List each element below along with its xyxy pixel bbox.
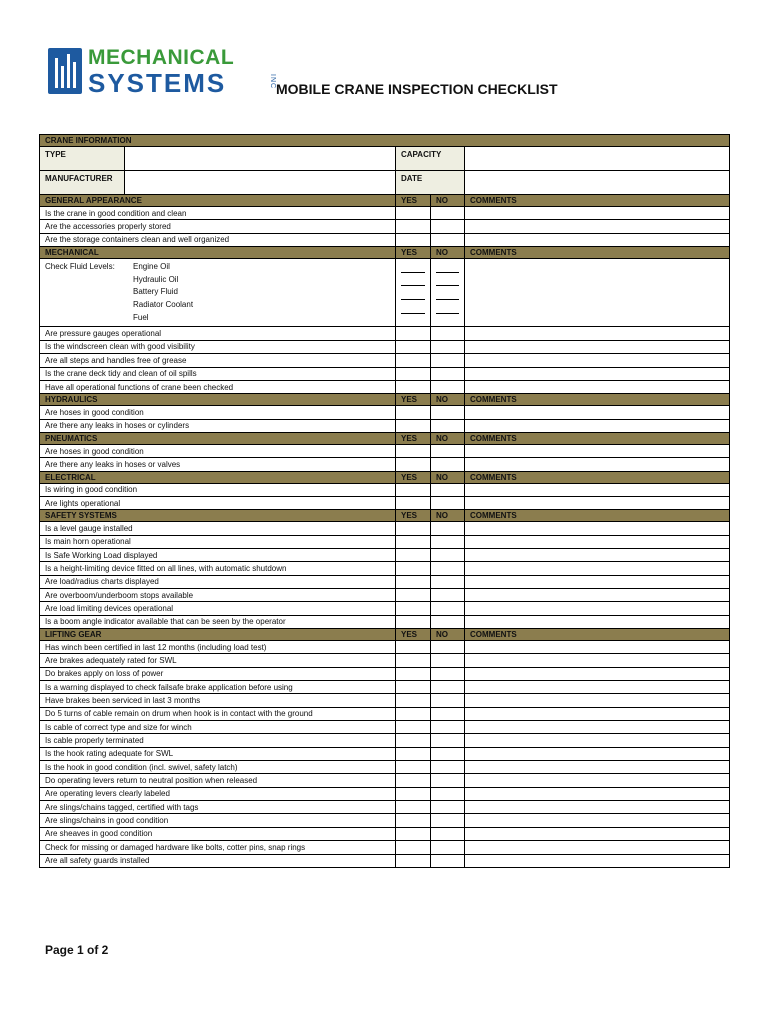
checklist-item: Is the windscreen clean with good visibility [40, 340, 396, 353]
no-checkbox-cell[interactable] [431, 496, 465, 509]
yes-checkbox-cell[interactable] [396, 233, 431, 246]
no-checkbox-cell[interactable] [431, 548, 465, 561]
no-column-header: NO [431, 195, 465, 207]
checklist-row [40, 354, 730, 367]
comments-cell[interactable] [465, 496, 730, 509]
fluid-comments-cell[interactable] [465, 259, 730, 327]
checklist-item: Have all operational functions of crane been checked [40, 380, 396, 393]
fluid-no-checkbox[interactable] [436, 314, 459, 327]
comments-cell[interactable] [465, 734, 730, 747]
no-checkbox-cell[interactable] [431, 694, 465, 707]
checklist-row [40, 522, 730, 535]
fluid-no-checkbox[interactable] [436, 259, 459, 273]
no-checkbox-cell[interactable] [431, 787, 465, 800]
fluid-yes-checkbox[interactable] [401, 273, 425, 287]
no-checkbox-cell[interactable] [431, 681, 465, 694]
fluid-no-checkbox[interactable] [436, 286, 459, 300]
no-checkbox-cell[interactable] [431, 654, 465, 667]
section-title-hydraulics: HYDRAULICS [40, 394, 396, 406]
yes-column-header: YES [396, 394, 431, 406]
section-header-electrical [40, 471, 730, 483]
fluid-item: Hydraulic Oil [133, 274, 179, 284]
yes-checkbox-cell[interactable] [396, 548, 431, 561]
no-checkbox-cell[interactable] [431, 747, 465, 760]
checklist-row [40, 327, 730, 340]
comments-cell[interactable] [465, 220, 730, 233]
checklist-row [40, 207, 730, 220]
no-checkbox-cell[interactable] [431, 707, 465, 720]
checklist-row [40, 654, 730, 667]
comments-cell[interactable] [465, 747, 730, 760]
no-checkbox-cell[interactable] [431, 814, 465, 827]
section-header-pneumatics [40, 432, 730, 444]
no-checkbox-cell[interactable] [431, 641, 465, 654]
checklist-row [40, 588, 730, 601]
checklist-item: Are pressure gauges operational [40, 327, 396, 340]
checklist-row [40, 854, 730, 867]
checklist-row [40, 761, 730, 774]
logo-mark-icon [48, 48, 82, 94]
yes-checkbox-cell[interactable] [396, 615, 431, 628]
comments-column-header: COMMENTS [465, 471, 730, 483]
no-checkbox-cell[interactable] [431, 367, 465, 380]
comments-cell[interactable] [465, 787, 730, 800]
yes-checkbox-cell[interactable] [396, 602, 431, 615]
yes-checkbox-cell[interactable] [396, 444, 431, 457]
comments-column-header: COMMENTS [465, 629, 730, 641]
fluid-yes-checkbox[interactable] [401, 259, 425, 273]
comments-cell[interactable] [465, 562, 730, 575]
manufacturer-label: MANUFACTURER [40, 171, 125, 195]
comments-cell[interactable] [465, 522, 730, 535]
checklist-item: Are slings/chains tagged, certified with tags [40, 801, 396, 814]
yes-checkbox-cell[interactable] [396, 667, 431, 680]
yes-checkbox-cell[interactable] [396, 801, 431, 814]
checklist-item: Are hoses in good condition [40, 406, 396, 419]
yes-column-header: YES [396, 471, 431, 483]
comments-cell[interactable] [465, 681, 730, 694]
checklist-row [40, 406, 730, 419]
checklist-row [40, 220, 730, 233]
yes-checkbox-cell[interactable] [396, 327, 431, 340]
capacity-field[interactable] [465, 147, 730, 171]
no-checkbox-cell[interactable] [431, 444, 465, 457]
no-checkbox-cell[interactable] [431, 667, 465, 680]
checklist-item: Have brakes been serviced in last 3 months [40, 694, 396, 707]
fluid-no-cells [431, 259, 465, 327]
capacity-label: CAPACITY [396, 147, 465, 171]
yes-column-header: YES [396, 432, 431, 444]
no-checkbox-cell[interactable] [431, 207, 465, 220]
checklist-row [40, 774, 730, 787]
comments-column-header: COMMENTS [465, 510, 730, 522]
no-checkbox-cell[interactable] [431, 406, 465, 419]
checklist-item: Are overboom/underboom stops available [40, 588, 396, 601]
comments-cell[interactable] [465, 694, 730, 707]
no-checkbox-cell[interactable] [431, 419, 465, 432]
checklist-item: Are brakes adequately rated for SWL [40, 654, 396, 667]
comments-cell[interactable] [465, 814, 730, 827]
yes-checkbox-cell[interactable] [396, 707, 431, 720]
no-checkbox-cell[interactable] [431, 761, 465, 774]
checklist-item: Is cable properly terminated [40, 734, 396, 747]
yes-checkbox-cell[interactable] [396, 694, 431, 707]
comments-column-header: COMMENTS [465, 394, 730, 406]
yes-checkbox-cell[interactable] [396, 367, 431, 380]
logo-line1: MECHANICAL [88, 46, 235, 69]
yes-checkbox-cell[interactable] [396, 562, 431, 575]
fluid-item: Engine Oil [133, 262, 170, 272]
fluid-no-checkbox[interactable] [436, 273, 459, 287]
checklist-row [40, 667, 730, 680]
yes-checkbox-cell[interactable] [396, 814, 431, 827]
fluid-yes-checkbox[interactable] [401, 300, 425, 314]
section-title-mechanical: MECHANICAL [40, 247, 396, 259]
yes-checkbox-cell[interactable] [396, 354, 431, 367]
comments-cell[interactable] [465, 667, 730, 680]
comments-cell[interactable] [465, 615, 730, 628]
manufacturer-field[interactable] [125, 171, 396, 195]
fluid-item: Radiator Coolant [133, 300, 194, 310]
comments-cell[interactable] [465, 444, 730, 457]
checklist-row [40, 615, 730, 628]
checklist-row [40, 707, 730, 720]
yes-checkbox-cell[interactable] [396, 380, 431, 393]
section-header-general [40, 195, 730, 207]
checklist-row [40, 734, 730, 747]
checklist-item: Are slings/chains in good condition [40, 814, 396, 827]
yes-checkbox-cell[interactable] [396, 654, 431, 667]
no-checkbox-cell[interactable] [431, 602, 465, 615]
fluid-levels-label: Check Fluid Levels: [45, 262, 115, 272]
comments-cell[interactable] [465, 721, 730, 734]
logo-line2: SYSTEMS [88, 68, 227, 98]
checklist-item: Is a warning displayed to check failsafe brake application before using [40, 681, 396, 694]
page-number: Page 1 of 2 [45, 943, 109, 957]
checklist-item: Are hoses in good condition [40, 444, 396, 457]
no-column-header: NO [431, 394, 465, 406]
no-checkbox-cell[interactable] [431, 340, 465, 353]
comments-cell[interactable] [465, 483, 730, 496]
yes-column-header: YES [396, 247, 431, 259]
comments-cell[interactable] [465, 641, 730, 654]
no-checkbox-cell[interactable] [431, 535, 465, 548]
section-header-mechanical [40, 247, 730, 259]
checklist-row [40, 575, 730, 588]
checklist-row [40, 827, 730, 840]
no-checkbox-cell[interactable] [431, 841, 465, 854]
no-checkbox-cell[interactable] [431, 380, 465, 393]
checklist-row [40, 380, 730, 393]
no-checkbox-cell[interactable] [431, 615, 465, 628]
fluid-item: Battery Fluid [133, 287, 178, 297]
checklist-item: Are lights operational [40, 496, 396, 509]
yes-checkbox-cell[interactable] [396, 854, 431, 867]
no-checkbox-cell[interactable] [431, 854, 465, 867]
comments-cell[interactable] [465, 354, 730, 367]
comments-cell[interactable] [465, 380, 730, 393]
comments-cell[interactable] [465, 801, 730, 814]
checklist-row [40, 548, 730, 561]
checklist-item: Are there any leaks in hoses or cylinders [40, 419, 396, 432]
checklist-item: Is a boom angle indicator available that can be seen by the operator [40, 615, 396, 628]
checklist-item: Do 5 turns of cable remain on drum when hook is in contact with the ground [40, 707, 396, 720]
fluid-no-checkbox[interactable] [436, 300, 459, 314]
no-column-header: NO [431, 629, 465, 641]
comments-cell[interactable] [465, 548, 730, 561]
comments-column-header: COMMENTS [465, 432, 730, 444]
no-checkbox-cell[interactable] [431, 483, 465, 496]
logo-inc: INC [269, 74, 276, 90]
yes-checkbox-cell[interactable] [396, 535, 431, 548]
yes-checkbox-cell[interactable] [396, 761, 431, 774]
date-label: DATE [396, 171, 465, 195]
comments-cell[interactable] [465, 841, 730, 854]
yes-column-header: YES [396, 195, 431, 207]
yes-checkbox-cell[interactable] [396, 588, 431, 601]
checklist-item: Is the hook rating adequate for SWL [40, 747, 396, 760]
document-title: MOBILE CRANE INSPECTION CHECKLIST [276, 81, 558, 97]
yes-checkbox-cell[interactable] [396, 458, 431, 471]
no-checkbox-cell[interactable] [431, 220, 465, 233]
checklist-item: Are there any leaks in hoses or valves [40, 458, 396, 471]
no-checkbox-cell[interactable] [431, 562, 465, 575]
checklist-item: Is Safe Working Load displayed [40, 548, 396, 561]
checklist-row [40, 562, 730, 575]
section-title-electrical: ELECTRICAL [40, 471, 396, 483]
checklist-row [40, 801, 730, 814]
comments-cell[interactable] [465, 774, 730, 787]
checklist-item: Is cable of correct type and size for winch [40, 721, 396, 734]
yes-checkbox-cell[interactable] [396, 681, 431, 694]
checklist-item: Do operating levers return to neutral position when released [40, 774, 396, 787]
checklist-row [40, 458, 730, 471]
checklist-row [40, 814, 730, 827]
comments-cell[interactable] [465, 535, 730, 548]
comments-column-header: COMMENTS [465, 195, 730, 207]
yes-checkbox-cell[interactable] [396, 340, 431, 353]
checklist-item: Are sheaves in good condition [40, 827, 396, 840]
type-field[interactable] [125, 147, 396, 171]
no-checkbox-cell[interactable] [431, 233, 465, 246]
comments-cell[interactable] [465, 406, 730, 419]
yes-checkbox-cell[interactable] [396, 220, 431, 233]
checklist-row [40, 367, 730, 380]
comments-cell[interactable] [465, 588, 730, 601]
no-checkbox-cell[interactable] [431, 522, 465, 535]
fluid-yes-checkbox[interactable] [401, 286, 425, 300]
fluid-yes-checkbox[interactable] [401, 314, 425, 327]
checklist-item: Is wiring in good condition [40, 483, 396, 496]
checklist-row [40, 602, 730, 615]
section-header-safety [40, 510, 730, 522]
comments-cell[interactable] [465, 207, 730, 220]
checklist-item: Are the storage containers clean and well organized [40, 233, 396, 246]
yes-checkbox-cell[interactable] [396, 496, 431, 509]
checklist-row [40, 233, 730, 246]
no-column-header: NO [431, 432, 465, 444]
no-checkbox-cell[interactable] [431, 458, 465, 471]
checklist-item: Are operating levers clearly labeled [40, 787, 396, 800]
fluid-levels-cell [40, 259, 396, 327]
checklist-item: Has winch been certified in last 12 months (including load test) [40, 641, 396, 654]
comments-cell[interactable] [465, 367, 730, 380]
yes-checkbox-cell[interactable] [396, 522, 431, 535]
comments-cell[interactable] [465, 761, 730, 774]
no-checkbox-cell[interactable] [431, 327, 465, 340]
checklist-row [40, 641, 730, 654]
checklist-row [40, 721, 730, 734]
checklist-row [40, 444, 730, 457]
crane-info-row-manufacturer [40, 171, 730, 195]
comments-cell[interactable] [465, 602, 730, 615]
checklist-item: Is a level gauge installed [40, 522, 396, 535]
no-checkbox-cell[interactable] [431, 734, 465, 747]
yes-checkbox-cell[interactable] [396, 747, 431, 760]
yes-column-header: YES [396, 629, 431, 641]
yes-checkbox-cell[interactable] [396, 734, 431, 747]
no-checkbox-cell[interactable] [431, 354, 465, 367]
crane-info-row-type [40, 147, 730, 171]
comments-cell[interactable] [465, 458, 730, 471]
no-checkbox-cell[interactable] [431, 801, 465, 814]
yes-checkbox-cell[interactable] [396, 406, 431, 419]
checklist-item: Is main horn operational [40, 535, 396, 548]
yes-checkbox-cell[interactable] [396, 787, 431, 800]
no-checkbox-cell[interactable] [431, 721, 465, 734]
no-checkbox-cell[interactable] [431, 575, 465, 588]
no-column-header: NO [431, 247, 465, 259]
fluid-levels-row [40, 259, 730, 327]
comments-cell[interactable] [465, 327, 730, 340]
checklist-item: Check for missing or damaged hardware like bolts, cotter pins, snap rings [40, 841, 396, 854]
comments-cell[interactable] [465, 340, 730, 353]
crane-info-header [40, 135, 730, 147]
comments-cell[interactable] [465, 827, 730, 840]
checklist-item: Are load/radius charts displayed [40, 575, 396, 588]
yes-column-header: YES [396, 510, 431, 522]
checklist-item: Is the hook in good condition (incl. swivel, safety latch) [40, 761, 396, 774]
section-header-hydraulics [40, 394, 730, 406]
checklist-item: Are the accessories properly stored [40, 220, 396, 233]
checklist-item: Are all safety guards installed [40, 854, 396, 867]
section-title-pneumatics: PNEUMATICS [40, 432, 396, 444]
checklist-item: Is the crane in good condition and clean [40, 207, 396, 220]
checklist-item: Are all steps and handles free of grease [40, 354, 396, 367]
comments-cell[interactable] [465, 854, 730, 867]
comments-cell[interactable] [465, 419, 730, 432]
checklist-row [40, 496, 730, 509]
fluid-yes-cells [396, 259, 431, 327]
no-checkbox-cell[interactable] [431, 827, 465, 840]
comments-cell[interactable] [465, 575, 730, 588]
yes-checkbox-cell[interactable] [396, 575, 431, 588]
yes-checkbox-cell[interactable] [396, 827, 431, 840]
checklist-item: Is a height-limiting device fitted on all lines, with automatic shutdown [40, 562, 396, 575]
section-title-lifting: LIFTING GEAR [40, 629, 396, 641]
comments-cell[interactable] [465, 707, 730, 720]
no-checkbox-cell[interactable] [431, 774, 465, 787]
fluid-item: Fuel [133, 312, 149, 322]
comments-cell[interactable] [465, 654, 730, 667]
yes-checkbox-cell[interactable] [396, 483, 431, 496]
checklist-row [40, 535, 730, 548]
checklist-row [40, 340, 730, 353]
yes-checkbox-cell[interactable] [396, 419, 431, 432]
no-checkbox-cell[interactable] [431, 588, 465, 601]
no-column-header: NO [431, 510, 465, 522]
date-field[interactable] [465, 171, 730, 195]
checklist-row [40, 483, 730, 496]
checklist-row [40, 841, 730, 854]
comments-column-header: COMMENTS [465, 247, 730, 259]
checklist-row [40, 681, 730, 694]
checklist-row [40, 694, 730, 707]
yes-checkbox-cell[interactable] [396, 641, 431, 654]
checklist-item: Do brakes apply on loss of power [40, 667, 396, 680]
checklist-item: Is the crane deck tidy and clean of oil spills [40, 367, 396, 380]
checklist-row [40, 747, 730, 760]
checklist-row [40, 419, 730, 432]
yes-checkbox-cell[interactable] [396, 841, 431, 854]
no-column-header: NO [431, 471, 465, 483]
yes-checkbox-cell[interactable] [396, 207, 431, 220]
section-header-lifting [40, 629, 730, 641]
type-label: TYPE [40, 147, 125, 171]
section-title-general: GENERAL APPEARANCE [40, 195, 396, 207]
checklist-item: Are load limiting devices operational [40, 602, 396, 615]
inspection-table [39, 134, 730, 868]
checklist-row [40, 787, 730, 800]
yes-checkbox-cell[interactable] [396, 774, 431, 787]
yes-checkbox-cell[interactable] [396, 721, 431, 734]
comments-cell[interactable] [465, 233, 730, 246]
crane-info-header-cell: CRANE INFORMATION [40, 135, 730, 147]
section-title-safety: SAFETY SYSTEMS [40, 510, 396, 522]
